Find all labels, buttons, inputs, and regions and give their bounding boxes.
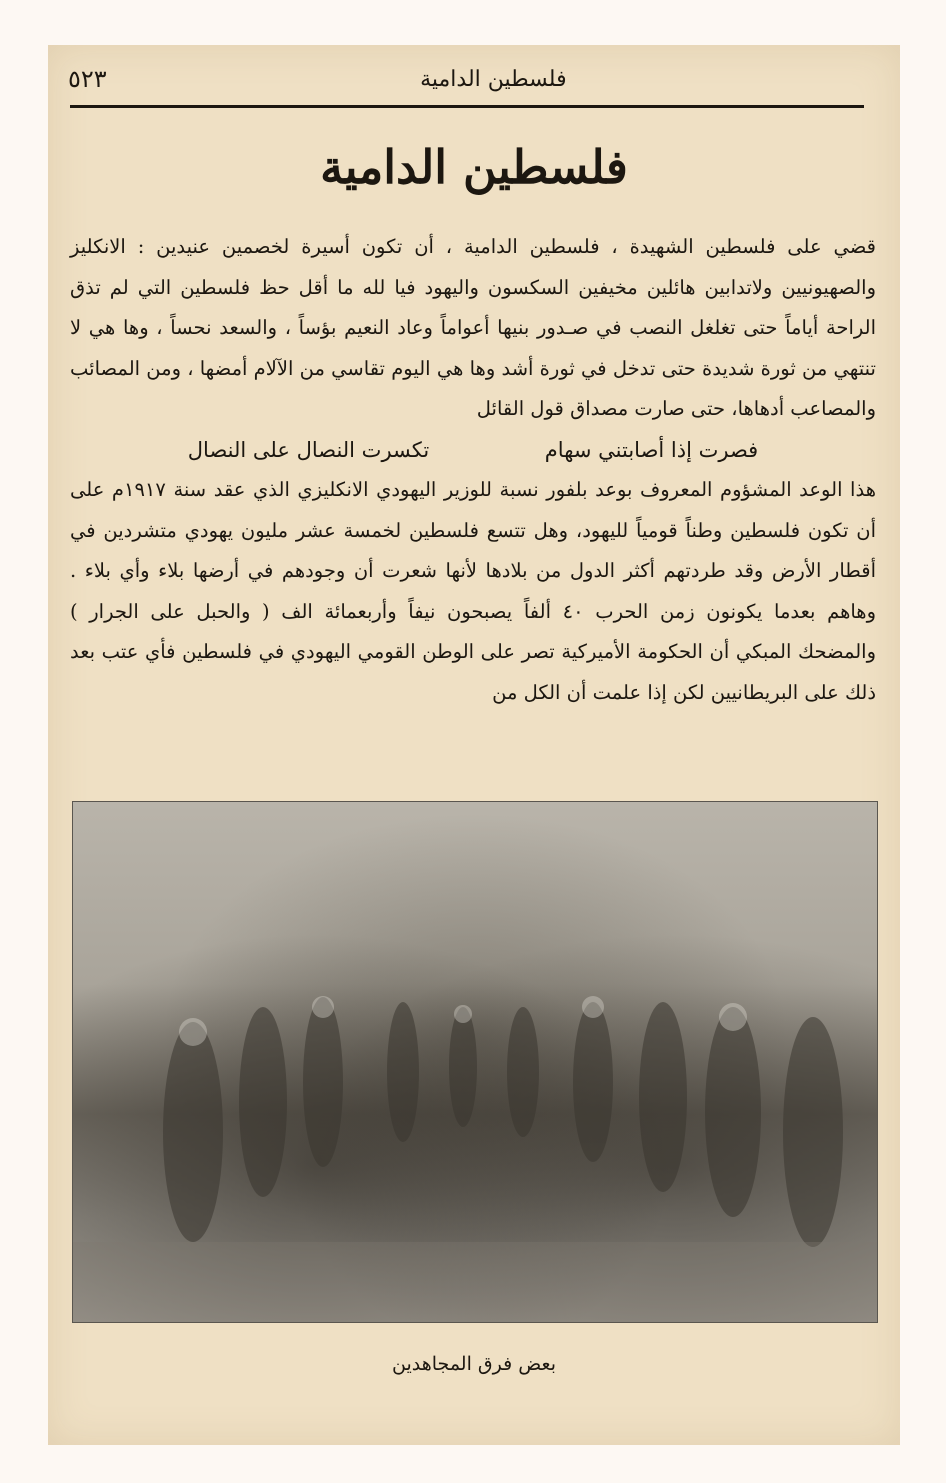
running-title: فلسطين الدامية: [420, 66, 567, 92]
article-title: فلسطين الدامية: [320, 140, 628, 194]
photo-crowd-illustration: [73, 802, 877, 1322]
paragraph-1: قضي على فلسطين الشهيدة ، فلسطين الدامية ، أن تكون أسيرة لخصمين عنيدين : الانكليز والصهيونيين ولاتدابين هائلين مخيفين السكسون واليهود فيا لله ما أقل حظ فلسطين التي لم تذق الراحة أياماً حتى تغلغل النصب في صـدور بنيها أعواماً وعاد النعيم بؤساً ، والسعد نحساً ، وها هي لا تنتهي من ثورة شديدة حتى تدخل في ثورة أشد وها هي اليوم تقاسي من الآلام أمضها ، ومن المصائب والمصاعب أدهاها، حتى صارت مصداق قول القائل: [70, 235, 876, 420]
book-page: [48, 45, 900, 1445]
article-body: [70, 227, 876, 713]
running-head: [68, 59, 880, 99]
verse: [70, 430, 876, 471]
verse-hemistich-2: تكسرت النصال على النصال: [187, 437, 430, 462]
header-rule: [70, 105, 864, 108]
photo-fighters: [72, 801, 878, 1323]
page-number: ٥٢٣: [68, 65, 107, 93]
verse-hemistich-1: فصرت إذا أصابتني سهام: [544, 437, 759, 462]
photo-caption: بعض فرق المجاهدين: [392, 1353, 556, 1375]
paragraph-2: هذا الوعد المشؤوم المعروف بوعد بلفور نسبة للوزير اليهودي الانكليزي الذي عقد سنة ١٩١٧م على أن تكون فلسطين وطناً قومياً لليهود، وهل تتسع فلسطين لخمسة عشر مليون يهودي متشردين في أقطار الأرض وقد طردتهم أكثر الدول من بلادها لأنها شعرت أن وجودهم في أرضها بلاء وأي بلاء . وهاهم بعدما يكونون زمن الحرب ٤٠ ألفاً يصبحون نيفاً وأربعمائة الف ( والحبل على الجرار ) والمضحك المبكي أن الحكومة الأميركية تصر على الوطن القومي اليهودي في فلسطين فأي عتب بعد ذلك على البريطانيين لكن إذا علمت أن الكل من: [70, 478, 876, 704]
